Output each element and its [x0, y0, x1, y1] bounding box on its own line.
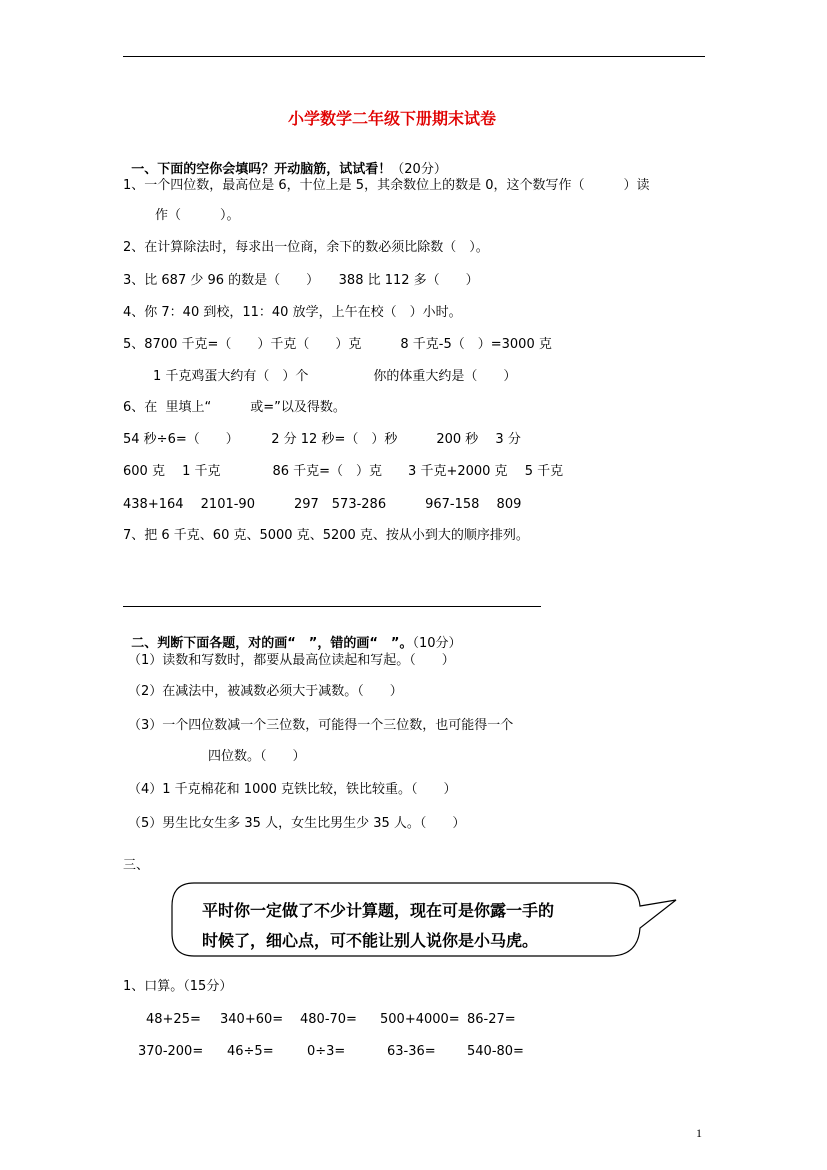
- question-4: 4、你 7：40 到校，11：40 放学，上午在校（ ）小时。: [123, 305, 462, 320]
- question-5a: 5、8700 千克=（ ）千克（ ）克 8 千克-5（ ）=3000 克: [123, 337, 552, 352]
- bubble-line-1: 平时你一定做了不少计算题，现在可是你露一手的: [202, 901, 555, 920]
- header-rule: [123, 56, 705, 57]
- question-6-row2: 600 克 1 千克 86 千克=（ ）克 3 千克+2000 克 5 千克: [123, 464, 564, 479]
- calc-row2-item3: 0÷3=: [307, 1044, 346, 1059]
- judge-item-4: （4）1 千克棉花和 1000 克铁比较，铁比较重。（ ）: [128, 782, 457, 797]
- calc-row2-item5: 540-80=: [467, 1044, 524, 1059]
- section2-heading: [123, 620, 462, 652]
- judge-item-5: （5）男生比女生多 35 人，女生比男生少 35 人。（ ）: [128, 816, 466, 831]
- calc-row2-item1: 370-200=: [138, 1044, 204, 1059]
- section1-heading: [123, 146, 447, 178]
- question-5b: 1 千克鸡蛋大约有（ ）个 你的体重大约是（ ）: [153, 369, 517, 384]
- section1-points: （20分）: [391, 162, 447, 177]
- calc-row1-item3: 480-70=: [300, 1012, 357, 1027]
- question-6-row1: 54 秒÷6=（ ） 2 分 12 秒=（ ）秒 200 秒 3 分: [123, 432, 521, 447]
- page-title: 小学数学二年级下册期末试卷: [288, 109, 497, 128]
- question-2: 2、在计算除法时，每求出一位商，余下的数必须比除数（ ）。: [123, 240, 489, 255]
- judge-item-2: （2）在减法中，被减数必须大于减数。（ ）: [128, 684, 403, 699]
- question-3: 3、比 687 少 96 的数是（ ） 388 比 112 多（ ）: [123, 273, 479, 288]
- question-6-row3: 438+164 2101-90 297 573-286 967-158 809: [123, 497, 522, 512]
- question-7: 7、把 6 千克、60 克、5000 克、5200 克、按从小到大的顺序排列。: [123, 528, 529, 543]
- section1-heading-text: 一、下面的空你会填吗？开动脑筋，试试看！: [131, 162, 392, 177]
- section2-heading-text: 二、判断下面各题，对的画“ ”，错的画“ ”。: [131, 636, 413, 651]
- question-6: 6、在 里填上“ 或=”以及得数。: [123, 400, 346, 415]
- section2-points: （10分）: [412, 636, 462, 651]
- page-number: 1: [696, 1126, 702, 1140]
- calc-row1-item5: 86-27=: [467, 1012, 516, 1027]
- bubble-line-2: 时候了，细心点，可不能让别人说你是小马虎。: [202, 931, 539, 950]
- calc-row1-item4: 500+4000=: [380, 1012, 460, 1027]
- calc-row2-item4: 63-36=: [387, 1044, 436, 1059]
- calc-row2-item2: 46÷5=: [227, 1044, 274, 1059]
- question-1b: 作（ ）。: [155, 208, 240, 223]
- answer-line: [123, 606, 541, 607]
- section3-label: 三、: [123, 858, 150, 873]
- calc-row1-item2: 340+60=: [220, 1012, 284, 1027]
- section3-question-1: 1、口算。（15分）: [123, 979, 233, 994]
- question-1a: 1、一个四位数，最高位是 6，十位上是 5，其余数位上的数是 0，这个数写作（ ）读: [123, 178, 650, 193]
- calc-row1-item1: 48+25=: [146, 1012, 201, 1027]
- judge-item-3: （3）一个四位数减一个三位数，可能得一个三位数，也可能得一个: [128, 718, 514, 733]
- judge-item-1: （1）读数和写数时，都要从最高位读起和写起。（ ）: [128, 653, 455, 668]
- judge-item-3-cont: 四位数。（ ）: [208, 749, 306, 764]
